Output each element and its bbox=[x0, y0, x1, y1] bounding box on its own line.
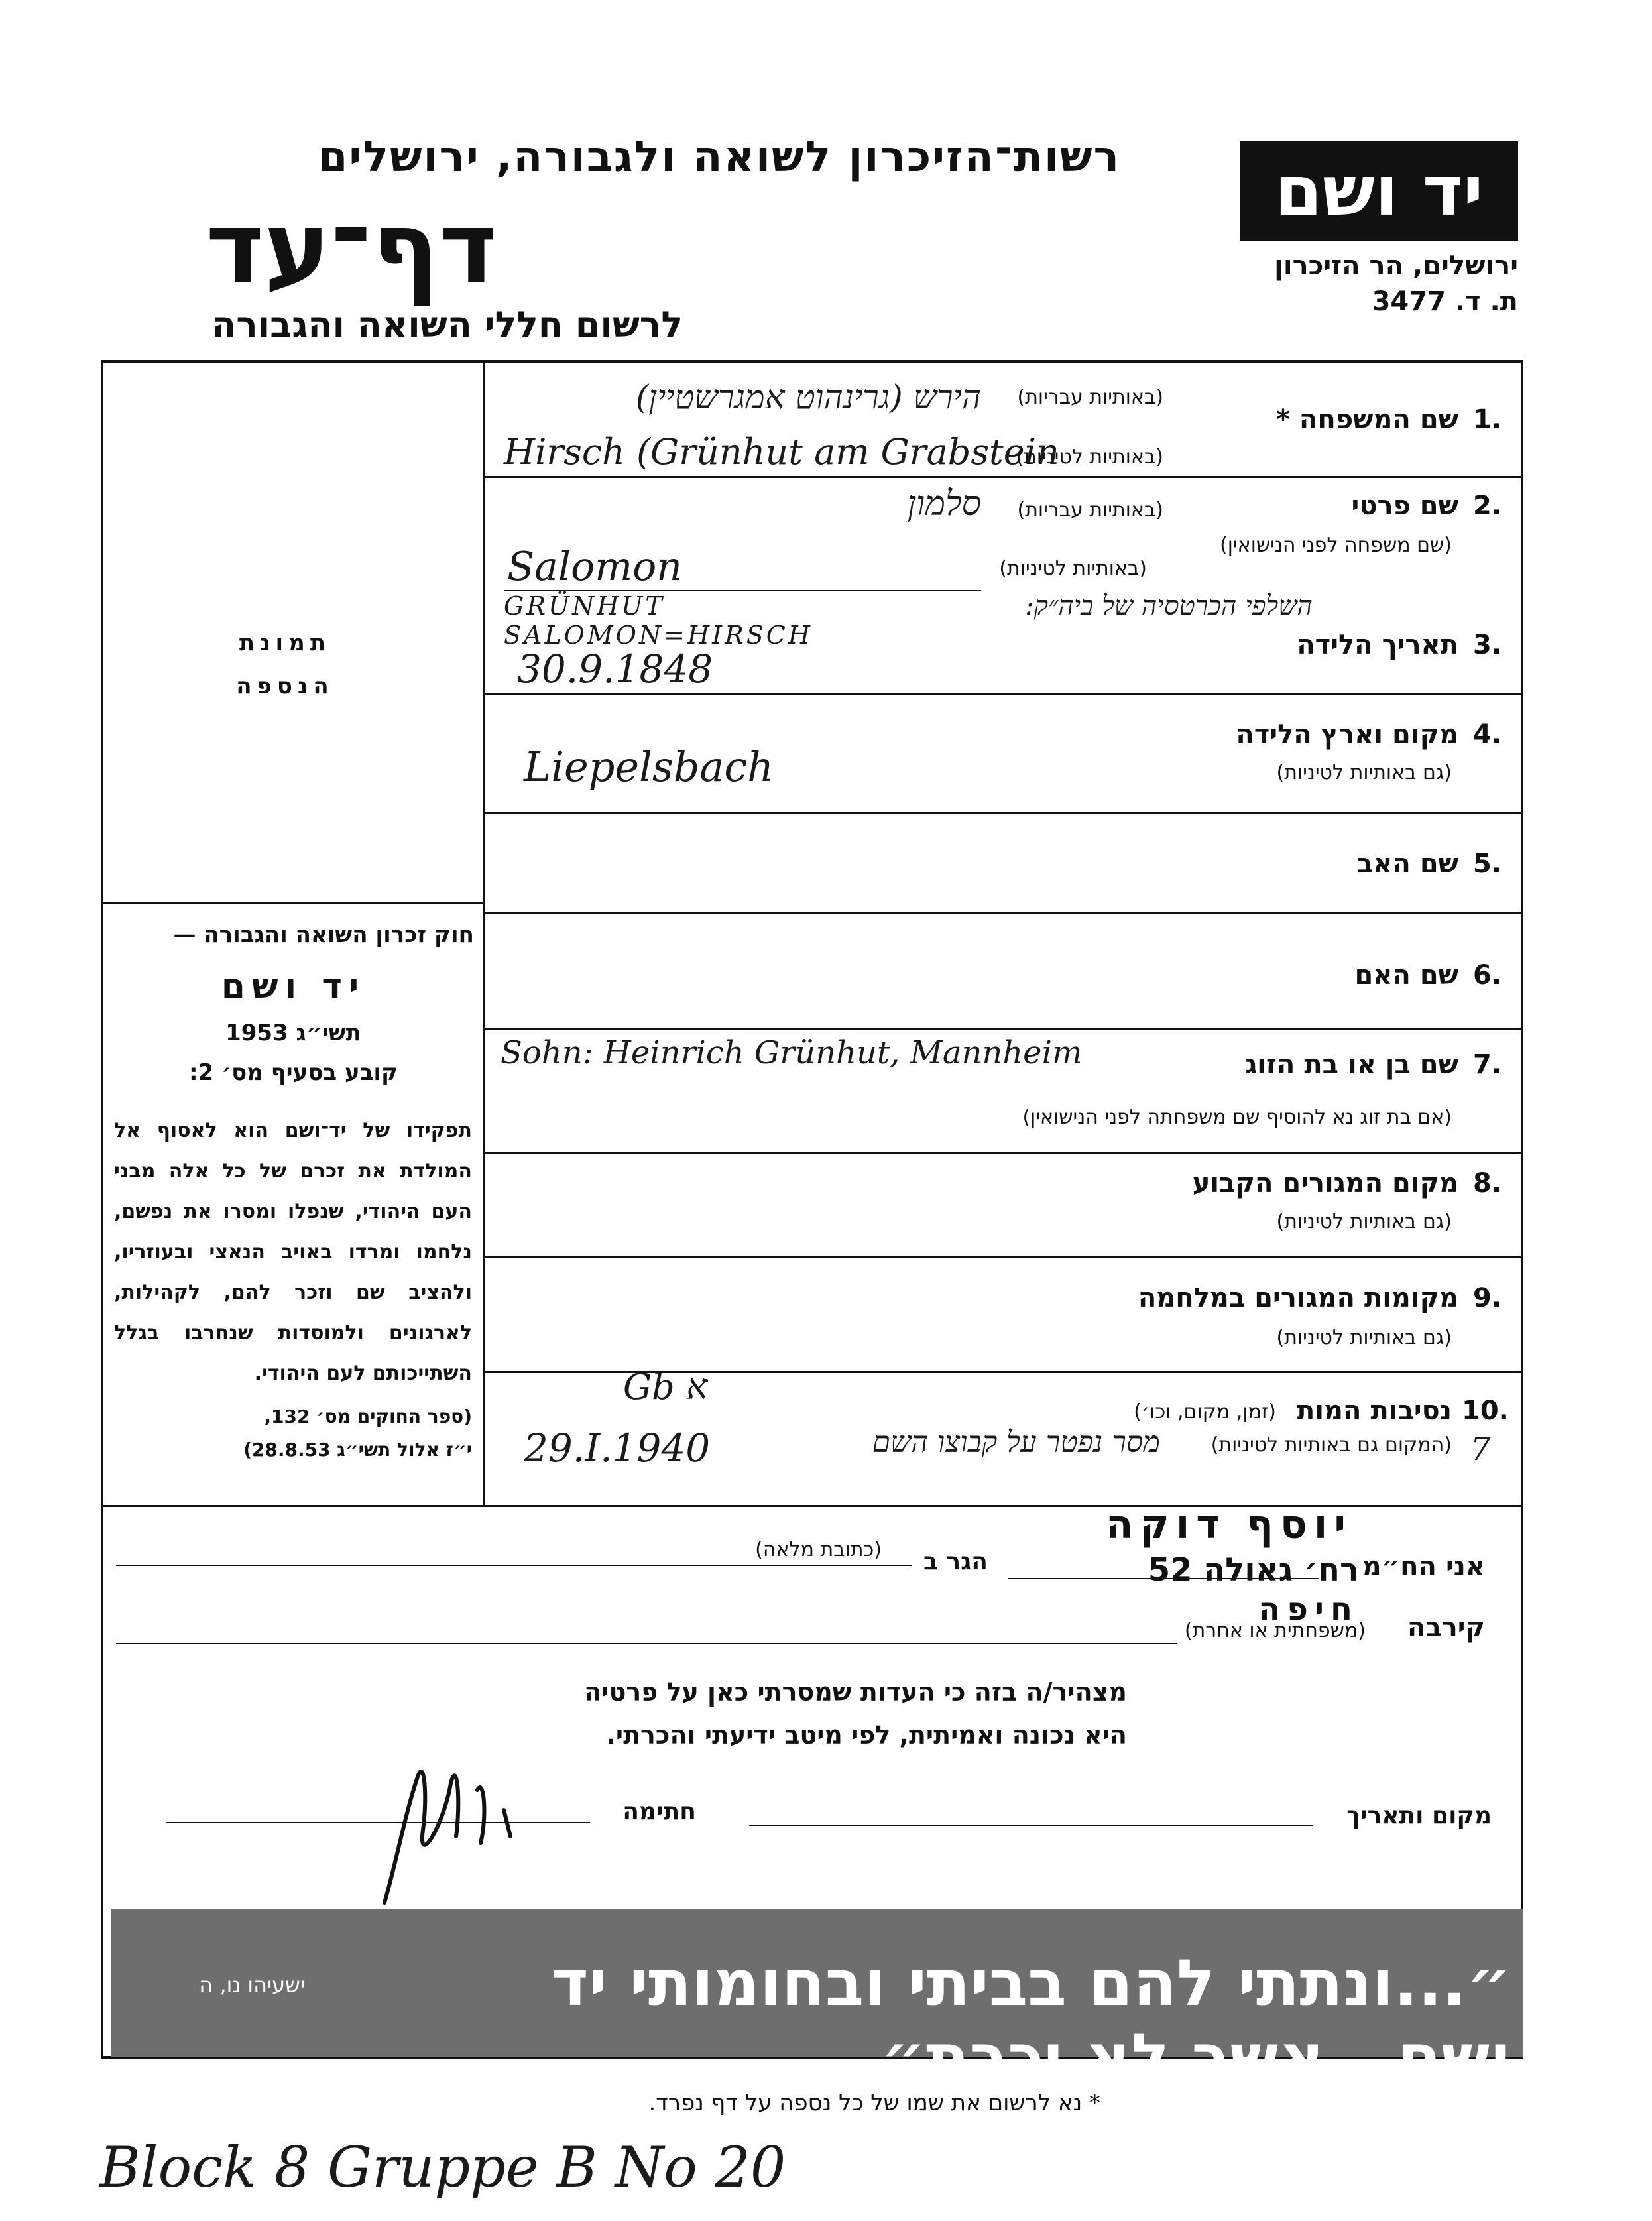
field-10-value-date[interactable]: 29.I.1940 bbox=[524, 1425, 711, 1471]
witness-relation-line bbox=[116, 1643, 1177, 1644]
field-2-latin-value[interactable]: Salomon bbox=[507, 544, 682, 590]
law-year: תשי״ג 1953 bbox=[225, 1020, 361, 1046]
gravestone-note: השלפי הכרטסיה של ביה״ק: bbox=[1025, 591, 1313, 621]
field-8-hint: (גם באותיות לטיניות) bbox=[1276, 1210, 1452, 1233]
place-date-line bbox=[749, 1825, 1313, 1826]
field-8-label: מקום המגורים הקבוע bbox=[1192, 1168, 1458, 1199]
field-1-hebrew-value[interactable]: הירש (גרינהוט אמגרשטיין) bbox=[635, 378, 981, 416]
field-4-value[interactable]: Liepelsbach bbox=[524, 743, 774, 791]
field-1-latin-hint: (באותיות לטיניות) bbox=[1016, 446, 1163, 469]
handwritten-location: Block 8 Gruppe B No 20 bbox=[99, 2135, 786, 2200]
photo-law-divider bbox=[103, 902, 483, 904]
organization-name: רשות־הזיכרון לשואה ולגבורה, ירושלים bbox=[318, 133, 1120, 182]
witness-relation-label: קירבה bbox=[1407, 1612, 1485, 1643]
witness-i-label: אני הח״מ bbox=[1362, 1551, 1485, 1582]
field-3-label: תאריך הלידה bbox=[1297, 630, 1458, 660]
row-sep-3 bbox=[484, 812, 1521, 814]
row-sep-4 bbox=[484, 912, 1521, 914]
field-6-number: 6. bbox=[1473, 960, 1502, 990]
field-4-label: מקום וארץ הלידה bbox=[1236, 719, 1458, 750]
witness-relation-hint: (משפחתית או אחרת) bbox=[1184, 1619, 1366, 1642]
field-10-hint: (המקום גם באותיות לטיניות) bbox=[1210, 1433, 1452, 1457]
field-10-margin-mark: 7 bbox=[1470, 1431, 1491, 1468]
field-7-label: שם בן או בת הזוג bbox=[1245, 1050, 1458, 1080]
witness-address-hint: (כתובת מלאה) bbox=[755, 1538, 882, 1561]
field-4-number: 4. bbox=[1473, 719, 1502, 750]
field-3-number: 3. bbox=[1473, 630, 1502, 660]
witness-name-line bbox=[1008, 1578, 1319, 1579]
field-5-number: 5. bbox=[1473, 849, 1502, 879]
row-sep-5 bbox=[484, 1028, 1521, 1030]
footer-note: * נא לרשום את שמו של כל נספה על דף נפרד. bbox=[648, 2090, 1100, 2116]
witness-street[interactable]: רח׳ גאולה 52 bbox=[1148, 1551, 1359, 1589]
banner-quote: ״...ונתתי להם בביתי ובחומותי יד ושם...אשר לא יכרת״ bbox=[551, 1946, 1511, 2094]
field-8-number: 8. bbox=[1473, 1168, 1502, 1199]
field-9-label: מקומות המגורים במלחמה bbox=[1138, 1283, 1458, 1313]
row-sep-1 bbox=[484, 476, 1521, 478]
declaration-line-1: מצהיר/ה בזה כי העדות שמסרתי כאן על פרטיה bbox=[584, 1677, 1127, 1707]
field-2-latin-hint: (באותיות לטיניות) bbox=[999, 557, 1147, 580]
field-2-label: שם פרטי bbox=[1351, 491, 1458, 521]
field-2-hebrew-value[interactable]: סלמון bbox=[907, 484, 981, 524]
field-10-label-hint: (זמן, מקום, וכו׳) bbox=[1134, 1400, 1276, 1423]
law-name: יד ושם bbox=[221, 967, 366, 1006]
witness-city[interactable]: חיפה bbox=[1258, 1591, 1359, 1628]
signature[interactable] bbox=[345, 1737, 557, 1909]
field-10-number: 10. bbox=[1462, 1396, 1509, 1426]
field-5-label: שם האב bbox=[1356, 849, 1458, 879]
photo-label-1: תמונת bbox=[239, 630, 331, 656]
field-7-number: 7. bbox=[1473, 1050, 1502, 1080]
field-9-hint: (גם באותיות לטיניות) bbox=[1276, 1326, 1452, 1349]
law-text: תפקידו של יד־ושם הוא לאסוף אל המולדת את זכרם של כל אלה מבני העם היהודי, שנפלו ומסרו את נפשם, נלחמו ומרדו באויב הנאצי ובעוזריו, ולהציב שם וזכר להם, לקהילות, לארגונים ולמוסדות שנחרבו בגלל השתייכותם לעם היהודי. bbox=[114, 1119, 472, 1385]
row-sep-6 bbox=[484, 1152, 1521, 1154]
signature-label: חתימה bbox=[622, 1798, 696, 1825]
witness-name[interactable]: יוסף דוקה bbox=[1106, 1502, 1352, 1548]
field-1-label: שם המשפחה * bbox=[1276, 404, 1458, 435]
field-3-value[interactable]: 30.9.1848 bbox=[517, 646, 713, 691]
declaration-line-2: היא נכונה ואמיתית, לפי מיטב ידיעתי והכרתי. bbox=[606, 1720, 1127, 1750]
field-1-latin-value[interactable]: Hirsch (Grünhut am Grabstein bbox=[504, 431, 1059, 473]
witness-address-line bbox=[116, 1565, 912, 1566]
field-2-hint: (שם משפחה לפני הנישואין) bbox=[1220, 534, 1452, 557]
law-section: קובע בסעיף מס׳ 2: bbox=[188, 1059, 398, 1086]
row-sep-2 bbox=[484, 693, 1521, 695]
witness-resides-label: הגר ב bbox=[923, 1548, 988, 1575]
banner-source: ישעיהו נו, ה bbox=[199, 1972, 305, 1998]
field-10-value-top[interactable]: Gb ﬡ bbox=[623, 1366, 708, 1408]
po-box: ת. ד. 3477 bbox=[1372, 286, 1518, 317]
field-4-hint: (גם באותיות לטיניות) bbox=[1276, 761, 1452, 784]
field-10-value-hebrew[interactable]: מסר נפטר על קבוצו השם bbox=[872, 1425, 1160, 1459]
field-6-label: שם האם bbox=[1354, 960, 1458, 990]
form-title: דף־עד bbox=[206, 191, 497, 306]
form-subtitle: לרשום חללי השואה והגבורה bbox=[211, 304, 683, 345]
law-reference-1: (ספר החוקים מס׳ 132, bbox=[264, 1406, 472, 1427]
field-7-value[interactable]: Sohn: Heinrich Grünhut, Mannheim bbox=[501, 1034, 1083, 1071]
yad-vashem-logo: יד ושם bbox=[1240, 141, 1518, 241]
place-date-label: מקום ותאריך bbox=[1346, 1802, 1492, 1829]
column-divider bbox=[483, 361, 485, 1505]
field-7-hint: (אם בת זוג נא להוסיף שם משפחתה לפני הנישואין) bbox=[1022, 1106, 1452, 1129]
law-reference-2: י״ז אלול תשי״ג 28.8.53) bbox=[243, 1439, 472, 1461]
gravestone-value: GRÜNHUT SALOMON=HIRSCH bbox=[504, 591, 813, 650]
field-2-number: 2. bbox=[1473, 491, 1502, 521]
field-10-label: נסיבות המות bbox=[1297, 1396, 1452, 1426]
field-2-hebrew-hint: (באותיות עבריות) bbox=[1017, 499, 1163, 522]
field-9-number: 9. bbox=[1473, 1283, 1502, 1313]
institution-address: ירושלים, הר הזיכרון bbox=[1274, 251, 1518, 281]
photo-label-2: הנספה bbox=[236, 673, 334, 699]
law-title: חוק זכרון השואה והגבורה — bbox=[173, 922, 474, 948]
row-sep-7 bbox=[484, 1256, 1521, 1258]
field-1-number: 1. bbox=[1473, 404, 1502, 435]
field-1-hebrew-hint: (באותיות עבריות) bbox=[1017, 386, 1163, 409]
